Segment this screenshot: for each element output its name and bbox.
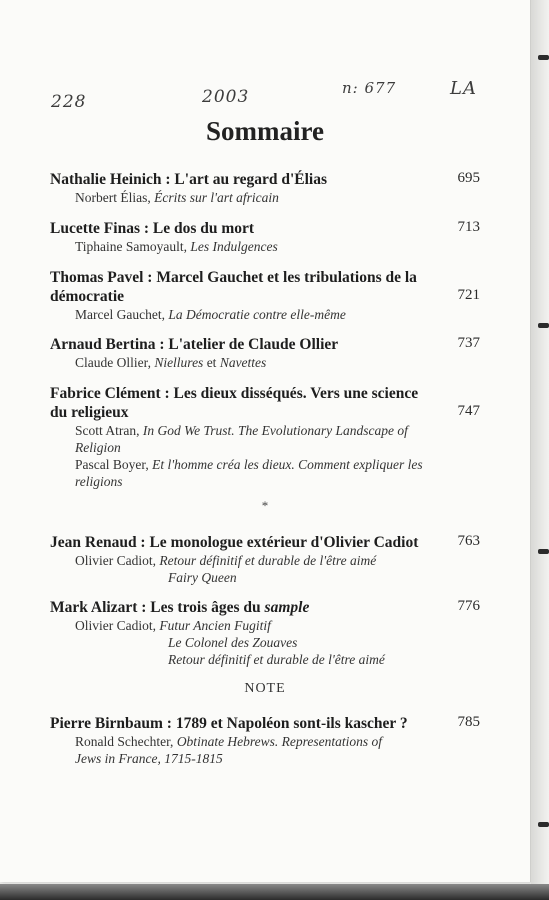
edge-tab [538,55,549,60]
toc-entry [50,598,480,668]
note-heading: NOTE [244,681,286,696]
reviewed-work: Olivier Cadiot, Futur Ancien Fugitif [75,618,271,633]
toc-entry [50,268,480,323]
page-title: Sommaire [206,116,324,146]
edge-tab [538,323,549,328]
toc-entry [50,533,480,586]
reviewed-work: Fairy Queen [168,570,237,585]
entry-heading: Lucette Finas : Le dos du mort [50,220,255,237]
page-number: 695 [457,170,480,186]
reviewed-work: Olivier Cadiot, Retour définitif et durable de l'être aimé [75,553,377,568]
toc-entry [50,335,480,371]
reviewed-work: Ronald Schechter, Obtinate Hebrews. Representations of Jews in France, 1715-1815 [75,734,383,766]
toc-entry [50,384,480,490]
entry-heading: Nathalie Heinich : L'art au regard d'Élias [50,171,327,188]
entry-heading: Thomas Pavel : Marcel Gauchet et les tribulations de la démocratie [50,269,417,305]
handwritten-code: 228 [51,92,87,112]
toc-entry [50,714,480,767]
entry-heading: Mark Alizart : Les trois âges du sample [50,599,310,616]
reviewed-work: Pascal Boyer, Et l'homme créa les dieux. Comment expliquer les religions [75,457,423,489]
page-number: 747 [457,403,480,419]
page-number: 776 [457,598,480,614]
page-number: 763 [457,533,480,549]
reviewed-work: Marcel Gauchet, La Démocratie contre elle-même [75,307,346,322]
entry-heading: Pierre Birnbaum : 1789 et Napoléon sont-ils kascher ? [50,715,408,732]
reviewed-work: Retour définitif et durable de l'être aimé [168,652,385,667]
page-number: 785 [457,714,480,730]
page-edge [531,0,549,900]
reviewed-work: Tiphaine Samoyault, Les Indulgences [75,239,278,254]
entry-heading: Arnaud Bertina : L'atelier de Claude Ollier [50,336,339,353]
handwritten-number: n: 677 [342,79,397,97]
page-number: 713 [457,219,480,235]
reviewed-work: Norbert Élias, Écrits sur l'art africain [75,190,279,205]
toc-entry [50,219,480,255]
reviewed-work: Claude Ollier, Niellures et Navettes [75,355,267,370]
section-separator: * [261,498,269,513]
entry-heading: Fabrice Clément : Les dieux disséqués. Vers une science du religieux [50,385,419,421]
reviewed-work: Scott Atran, In God We Trust. The Evolutionary Landscape of Religion [75,423,408,455]
book-binding [0,884,549,900]
entry-heading: Jean Renaud : Le monologue extérieur d'Olivier Cadiot [50,534,419,551]
edge-tab [538,549,549,554]
toc-entry [50,170,480,206]
handwritten-year: 2003 [202,87,250,107]
handwritten-initials: LA [450,78,477,99]
edge-tab [538,822,549,827]
reviewed-work: Le Colonel des Zouaves [168,635,298,650]
page-number: 737 [457,335,480,351]
page-number: 721 [457,287,480,303]
